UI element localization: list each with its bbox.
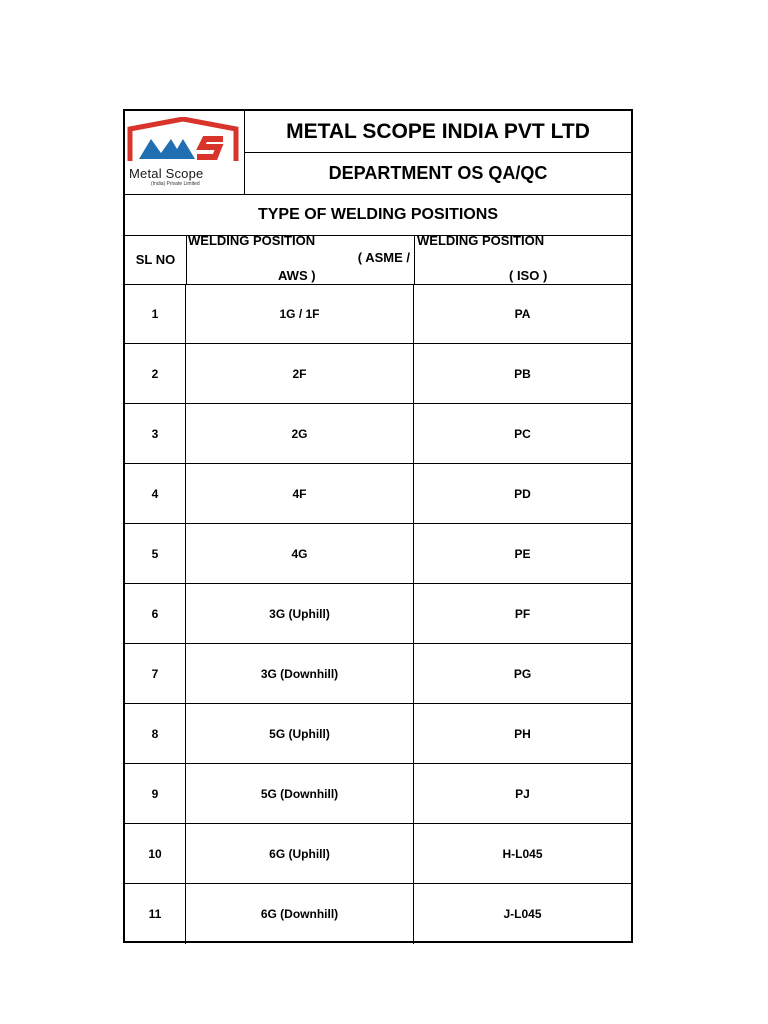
asme-position-cell: 2F <box>186 344 414 404</box>
iso-header-line-2: ( ISO ) <box>509 268 548 283</box>
table-body <box>125 284 631 944</box>
column-header-sl-no: SL NO <box>125 235 187 284</box>
asme-position-cell: 3G (Uphill) <box>186 584 414 644</box>
asme-position-cell: 4F <box>186 464 414 524</box>
table-row <box>125 524 631 584</box>
iso-position-cell: PD <box>514 487 531 501</box>
asme-position-cell: 5G (Downhill) <box>186 764 414 824</box>
sl-no-cell: 10 <box>125 824 186 884</box>
asme-header-line-3: AWS ) <box>278 268 316 283</box>
sl-no-cell: 5 <box>125 524 186 584</box>
sl-no-cell: 6 <box>125 584 186 644</box>
sl-no-cell: 7 <box>125 644 186 704</box>
document-title: TYPE OF WELDING POSITIONS <box>125 194 631 236</box>
column-header-asme-aws <box>186 235 415 284</box>
asme-position-cell: 1G / 1F <box>186 284 414 344</box>
sl-no-cell: 9 <box>125 764 186 824</box>
iso-position-cell: PH <box>514 727 531 741</box>
sl-no-cell: 3 <box>125 404 186 464</box>
logo-wordmark: Metal Scope <box>129 166 204 181</box>
asme-position-cell: 6G (Uphill) <box>186 824 414 884</box>
company-logo <box>125 111 245 194</box>
iso-position-cell: J-L045 <box>503 907 542 921</box>
iso-position-cell: PJ <box>515 787 530 801</box>
table-row <box>125 464 631 524</box>
iso-position-cell: PE <box>514 547 531 561</box>
asme-header-line-1: WELDING POSITION <box>188 233 316 248</box>
asme-position-cell: 5G (Uphill) <box>186 704 414 764</box>
asme-header-line-2: ( ASME / <box>357 250 410 265</box>
iso-position-cell: H-L045 <box>502 847 543 861</box>
table-row <box>125 704 631 764</box>
table-row <box>125 884 631 944</box>
iso-position-cell: PG <box>513 667 532 681</box>
company-name: METAL SCOPE INDIA PVT LTD <box>245 111 631 153</box>
sl-no-cell: 2 <box>125 344 186 404</box>
asme-position-cell: 6G (Downhill) <box>186 884 414 944</box>
department-name: DEPARTMENT OS QA/QC <box>328 162 548 183</box>
document-header <box>125 111 631 195</box>
metal-scope-logo-icon <box>127 117 241 165</box>
asme-position-cell: 3G (Downhill) <box>186 644 414 704</box>
iso-position-cell: PA <box>514 307 531 321</box>
welding-positions-sheet <box>123 109 633 943</box>
iso-header-line-1: WELDING POSITION <box>417 233 545 248</box>
table-row <box>125 824 631 884</box>
sl-no-cell: 4 <box>125 464 186 524</box>
sl-no-cell: 1 <box>125 284 186 344</box>
table-row <box>125 764 631 824</box>
asme-position-cell: 2G <box>186 404 414 464</box>
table-row <box>125 584 631 644</box>
table-header <box>125 235 631 285</box>
iso-position-cell: PC <box>514 427 531 441</box>
table-row <box>125 404 631 464</box>
table-row <box>125 284 631 344</box>
asme-position-cell: 4G <box>186 524 414 584</box>
iso-position-cell: PF <box>514 607 531 621</box>
sl-no-cell: 8 <box>125 704 186 764</box>
table-row <box>125 644 631 704</box>
iso-position-cell: PB <box>514 367 531 381</box>
table-row <box>125 344 631 404</box>
sl-no-cell: 11 <box>125 884 186 944</box>
logo-subtext: (India) Private Limited <box>151 181 200 187</box>
column-header-iso <box>414 235 631 284</box>
